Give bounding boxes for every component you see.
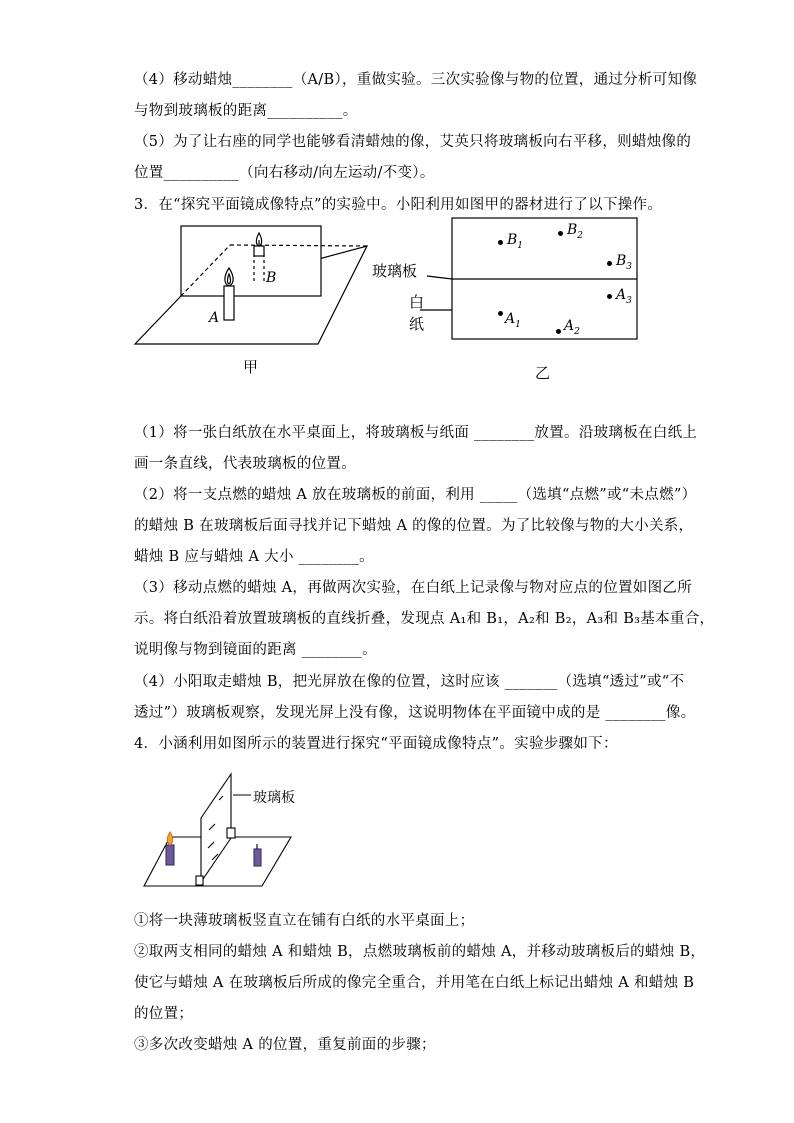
q4-step2-line3: 的位置；	[134, 1006, 194, 1022]
q3-p2-line3: 蜡烛 B 应与蜡烛 A 大小 ________。	[134, 549, 374, 565]
q3-p4-line2: 透过”）玻璃板观察，发现光屏上没有像，这说明物体在平面镜中成的是 ________像。	[134, 705, 696, 721]
q4-fig-glass-label: 玻璃板	[253, 790, 295, 806]
q4-step1: ①将一块薄玻璃板竖直立在铺有白纸的水平桌面上；	[134, 913, 475, 929]
glass-plate	[181, 226, 321, 296]
point-b3-label: $B_3$	[616, 253, 633, 272]
point-a1-label: $A_1$	[505, 311, 521, 330]
fig-jia-caption: 甲	[243, 358, 259, 376]
point-b2-dot	[558, 231, 563, 236]
q3-p3-line2: 示。将白纸沿着放置玻璃板的直线折叠，发现点 A₁和 B₁，A₂和 B₂，A₃和 B₃基本重合，	[134, 611, 715, 627]
q3-p1-line1: （1）将一张白纸放在水平桌面上，将玻璃板与纸面 ________放置。沿玻璃板在白纸上	[134, 425, 698, 441]
point-b1-dot	[498, 240, 503, 245]
point-a3-label: $A_3$	[616, 287, 632, 306]
fig-yi-paper-label-2: 纸	[409, 315, 425, 333]
figure-yi-drawing	[420, 218, 637, 339]
q3-p4-line1: （4）小阳取走蜡烛 B，把光屏放在像的位置，这时应该 _______（选填“透过”或“不	[134, 674, 685, 690]
point-a1-dot	[498, 311, 503, 316]
fig-yi-caption: 乙	[535, 364, 551, 382]
point-a2-dot	[556, 329, 561, 334]
fig-yi-glass-label: 玻璃板	[372, 262, 418, 280]
q4-step3: ③多次改变蜡烛 A 的位置，重复前面的步骤；	[134, 1037, 436, 1053]
fig-jia-label-b: B	[266, 270, 277, 286]
fig-jia-label-a: A	[209, 310, 220, 326]
point-b1-label: $B_1$	[507, 232, 524, 251]
fig-yi-paper-label-1: 白	[409, 293, 425, 311]
q2-4-line2: 与物到玻璃板的距离__________。	[134, 103, 358, 119]
q2-5-line2: 位置__________（向右移动/向左运动/不变）。	[134, 165, 435, 181]
point-b2-label: $B_2$	[567, 222, 584, 241]
point-a2-label: $A_2$	[564, 318, 580, 337]
q4-candle-a	[166, 845, 174, 865]
q4-candle-b	[254, 849, 261, 866]
q3-p3-line3: 说明像与物到镜面的距离 ________。	[134, 642, 377, 658]
q4-step2-line1: ②取两支相同的蜡烛 A 和蜡烛 B，点燃玻璃板前的蜡烛 A，并移动玻璃板后的蜡烛 B，	[134, 944, 706, 960]
q3-p1-line2: 画一条直线，代表玻璃板的位置。	[134, 456, 356, 472]
q4-step2-line2: 使它与蜡烛 A 在玻璃板后所成的像完全重合，并用笔在白纸上标记出蜡烛 A 和蜡烛 B	[134, 975, 695, 991]
q3-p2-line1: （2）将一支点燃的蜡烛 A 放在玻璃板的前面，利用 _____（选填“点燃”或“未点燃”）	[134, 487, 697, 503]
q4-stem: 4．小涵利用如图所示的装置进行探究“平面镜成像特点”。实验步骤如下：	[134, 736, 618, 752]
q2-4-line1: （4）移动蜡烛________（A/B），重做实验。三次实验像与物的位置，通过分析可知像	[134, 72, 698, 88]
q3-p3-line1: （3）移动点燃的蜡烛 A，再做两次实验，在白纸上记录像与物对应点的位置如图乙所	[134, 580, 693, 596]
candle-a	[224, 286, 234, 320]
q3-stem: 3．在“探究平面镜成像特点”的实验中。小阳利用如图甲的器材进行了以下操作。	[134, 197, 663, 213]
glass-label-pointer	[427, 276, 452, 279]
point-b3-dot	[607, 261, 612, 266]
figure-jia-drawing	[135, 226, 367, 344]
point-a3-dot	[607, 294, 612, 299]
q2-5-line1: （5）为了让右座的同学也能够看清蜡烛的像，艾英只将玻璃板向右平移，则蜡烛像的	[134, 134, 692, 150]
q3-p2-line2: 的蜡烛 B 在玻璃板后面寻找并记下蜡烛 A 的像的位置。为了比较像与物的大小关系，	[134, 518, 694, 534]
